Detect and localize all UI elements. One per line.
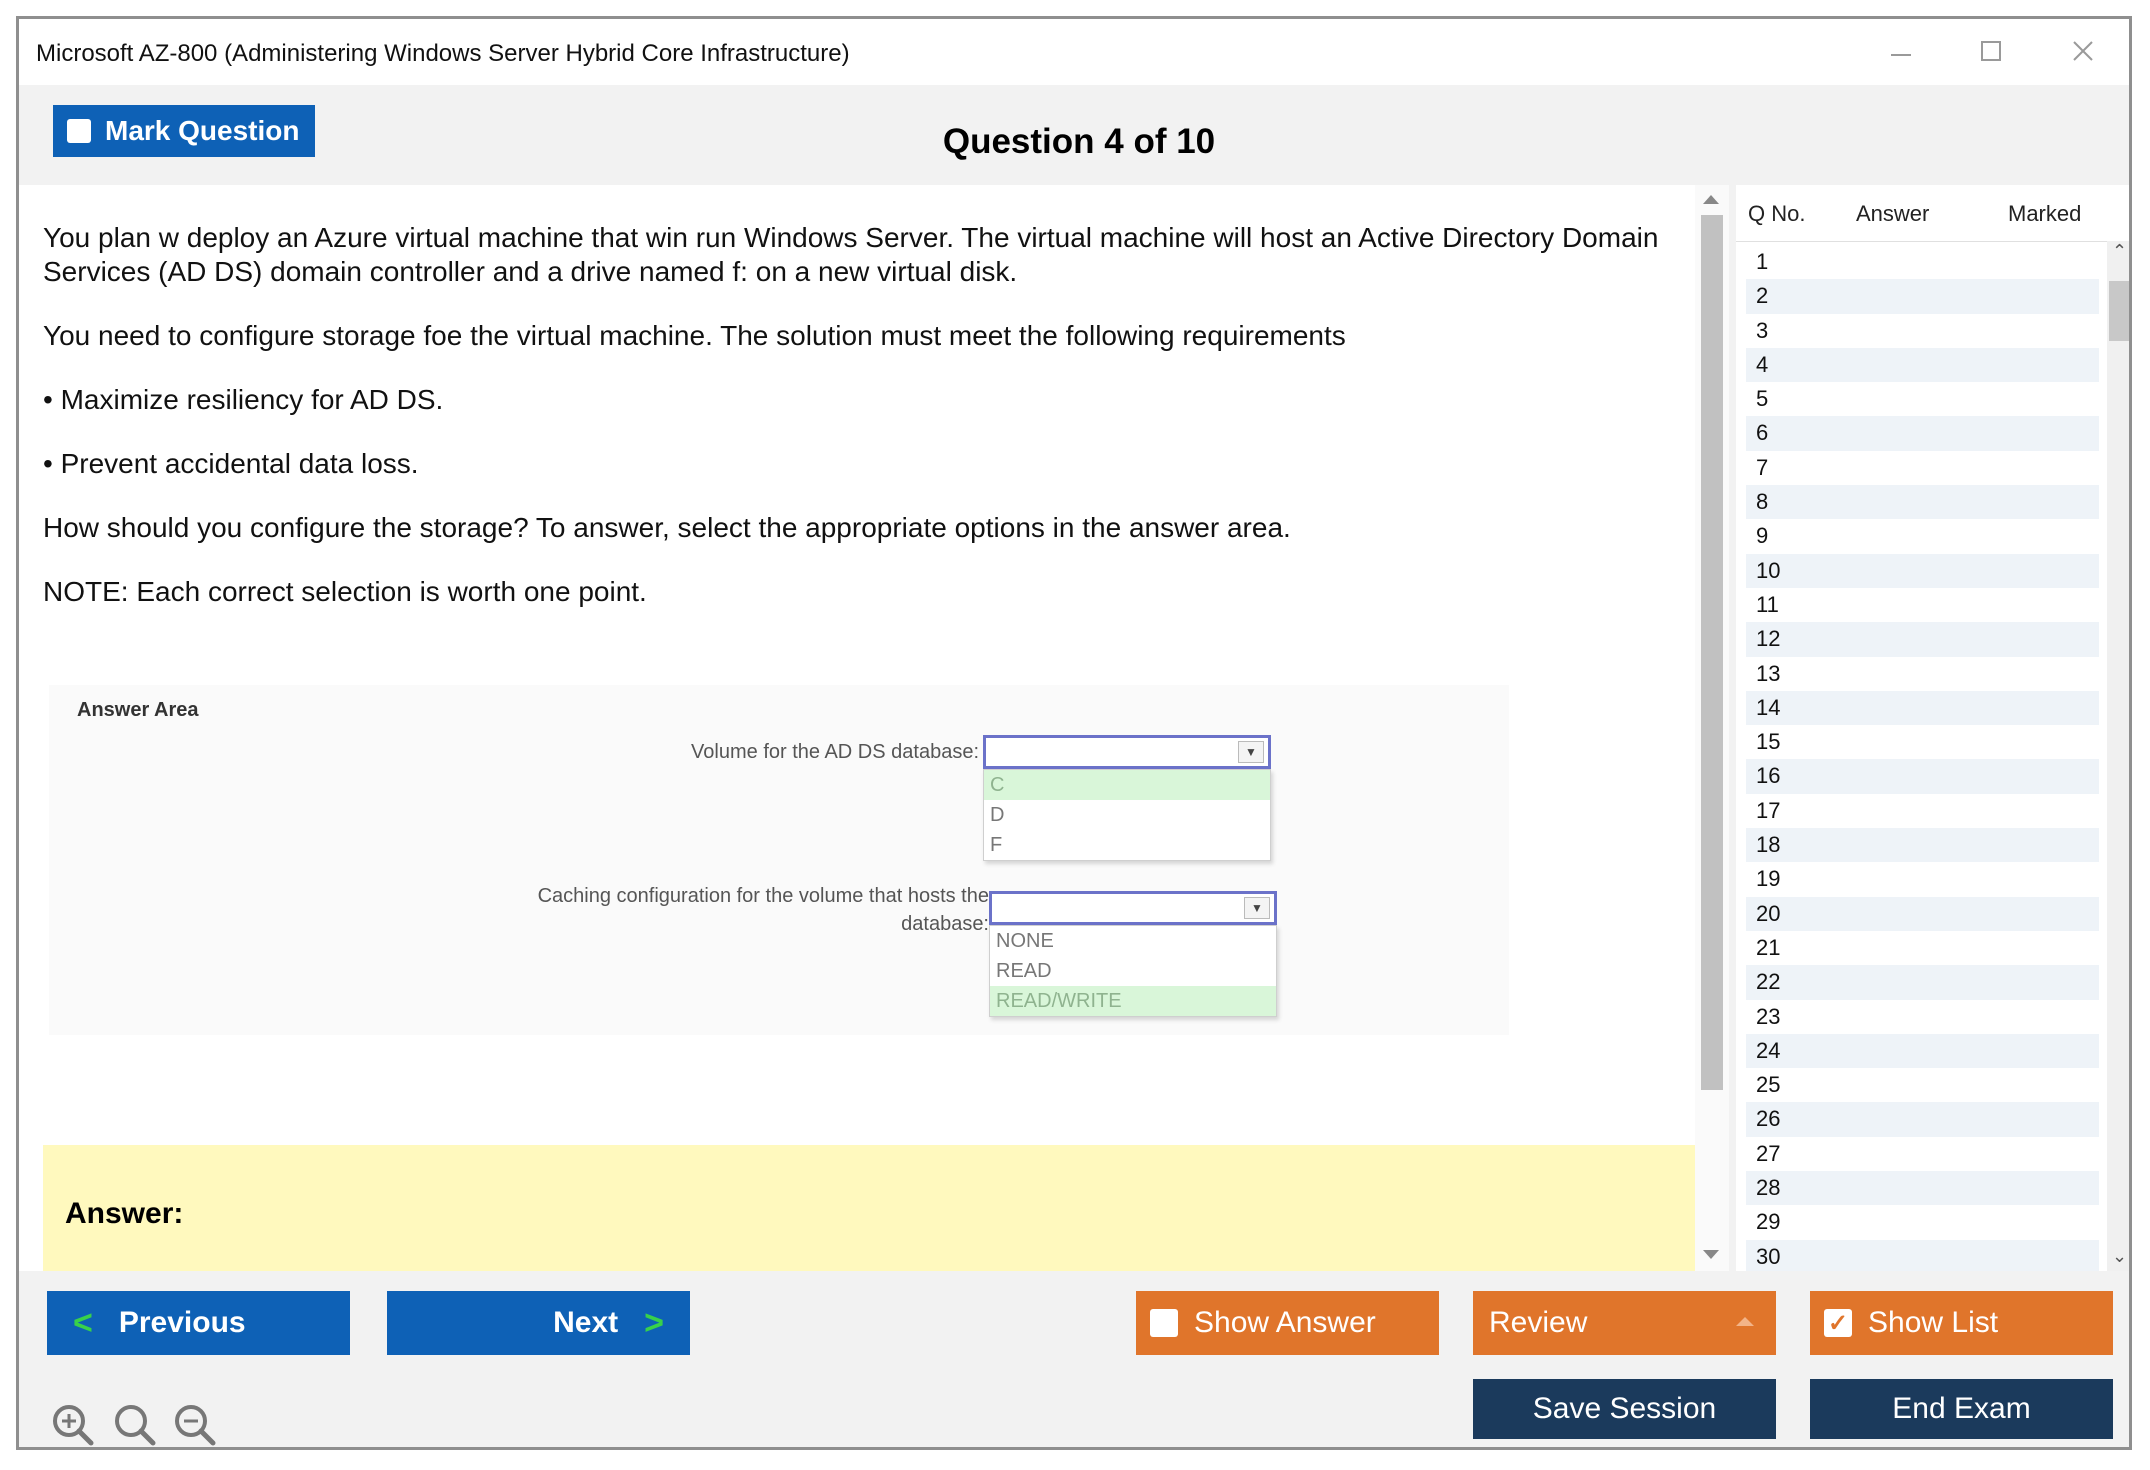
volume-dropdown[interactable]	[983, 735, 1271, 769]
scroll-thumb[interactable]	[1701, 215, 1723, 1090]
scroll-up-icon[interactable]	[1703, 195, 1719, 204]
question-list-rows	[1746, 245, 2099, 1271]
volume-label: Volume for the AD DS database:	[691, 741, 979, 763]
question-list-row[interactable]: 12	[1746, 622, 2099, 656]
checked-checkbox-icon: ✓	[1824, 1309, 1852, 1337]
caching-option-read-write[interactable]: READ/WRITE	[990, 986, 1276, 1016]
zoom-out-icon[interactable]	[171, 1401, 219, 1449]
chevron-up-icon[interactable]: ⌃	[2111, 241, 2128, 261]
review-button[interactable]	[1473, 1291, 1776, 1355]
end-exam-button[interactable]	[1810, 1379, 2113, 1439]
question-list-row[interactable]: 14	[1746, 691, 2099, 725]
question-list-row[interactable]: 23	[1756, 1003, 1781, 1029]
answer-area-image	[49, 685, 1509, 1035]
question-list-header	[1736, 185, 2132, 242]
question-counter: Question 4 of 10	[942, 122, 1216, 161]
column-header-marked: Marked	[2008, 201, 2082, 226]
end-exam-label: End Exam	[1892, 1392, 2031, 1425]
caching-label-line2: database:	[901, 913, 989, 935]
chevron-right-icon: >	[644, 1303, 664, 1342]
column-header-answer: Answer	[1856, 201, 1930, 226]
question-list-row[interactable]: 15	[1756, 729, 1781, 755]
note-paragraph: NOTE: Each correct selection is worth one point.	[43, 576, 647, 607]
question-list-row[interactable]: 17	[1756, 797, 1781, 823]
previous-button[interactable]	[47, 1291, 350, 1355]
volume-option-f[interactable]: F	[990, 834, 1003, 856]
question-scrollbar[interactable]	[1695, 185, 1729, 1271]
next-button[interactable]	[387, 1291, 690, 1355]
volume-option-d[interactable]: D	[990, 804, 1005, 826]
mark-question-label: Mark Question	[105, 115, 300, 146]
previous-label: Previous	[118, 1306, 246, 1339]
question-list-row[interactable]: 29	[1756, 1209, 1781, 1235]
save-session-label: Save Session	[1532, 1392, 1717, 1425]
caching-dropdown[interactable]	[989, 891, 1277, 925]
volume-options-list	[983, 769, 1271, 861]
save-session-button[interactable]	[1473, 1379, 1776, 1439]
question-toolbar	[19, 85, 2129, 185]
review-label: Review	[1489, 1306, 1588, 1339]
question-list-row[interactable]: 19	[1756, 866, 1781, 892]
question-list-scrollbar[interactable]	[2107, 241, 2132, 1271]
question-list-row[interactable]: 20	[1746, 897, 2099, 931]
chevron-down-icon: ▼	[1238, 741, 1264, 763]
question-list-panel	[1736, 185, 2132, 1271]
question-list-row[interactable]: 22	[1746, 965, 2099, 999]
question-list-row[interactable]: 1	[1756, 249, 1769, 274]
maximize-icon[interactable]	[1967, 33, 2015, 73]
show-list-button[interactable]	[1810, 1291, 2113, 1355]
next-label: Next	[553, 1306, 619, 1339]
bottom-toolbar	[19, 1271, 2129, 1450]
show-answer-label: Show Answer	[1194, 1306, 1376, 1339]
caching-option-read[interactable]: READ	[996, 960, 1052, 982]
show-list-label: Show List	[1868, 1306, 1999, 1339]
show-answer-button[interactable]	[1136, 1291, 1439, 1355]
question-list-row[interactable]: 13	[1756, 660, 1781, 686]
question-panel	[19, 185, 1695, 1271]
question-list-row[interactable]: 5	[1756, 386, 1769, 412]
question-list-row[interactable]: 6	[1746, 416, 2099, 450]
answer-area-title: Answer Area	[77, 699, 199, 721]
question-list-row[interactable]: 11	[1756, 591, 1779, 617]
requirement-item: • Maximize resiliency for AD DS.	[43, 384, 444, 415]
zoom-reset-icon[interactable]	[111, 1401, 159, 1449]
app-window	[16, 16, 2132, 1450]
question-list-row[interactable]: 9	[1756, 523, 1769, 549]
question-list-row[interactable]: 8	[1746, 485, 2099, 519]
question-list-row[interactable]: 3	[1756, 317, 1769, 343]
question-list-row[interactable]: 16	[1746, 759, 2099, 793]
chevron-down-icon: ▼	[1244, 897, 1270, 919]
question-list-row[interactable]: 21	[1756, 934, 1781, 960]
title-bar	[19, 19, 2129, 85]
question-list-row[interactable]: 10	[1746, 554, 2099, 588]
minimize-icon[interactable]	[1877, 33, 1925, 73]
question-list-row[interactable]: 24	[1746, 1034, 2099, 1068]
question-paragraph: You need to configure storage foe the virtual machine. The solution must meet the following requirements	[43, 320, 1346, 351]
question-list-row[interactable]: 27	[1756, 1140, 1781, 1166]
scroll-down-icon[interactable]	[1703, 1250, 1719, 1259]
question-list-row[interactable]: 2	[1746, 279, 2099, 313]
question-paragraph: You plan w deploy an Azure virtual machine that win run Windows Server. The virtual machine will host an Active Directory Domain Services (AD DS) domain controller and a drive named f: on a new virtual disk.	[43, 222, 1659, 287]
checkbox-icon	[1150, 1309, 1178, 1337]
mark-question-button[interactable]	[53, 105, 315, 157]
caching-options-list	[989, 925, 1277, 1017]
question-list-row[interactable]: 30	[1746, 1240, 2099, 1271]
zoom-in-icon[interactable]	[49, 1401, 97, 1449]
question-list-row[interactable]: 28	[1746, 1171, 2099, 1205]
window-title: Microsoft AZ-800 (Administering Windows Server Hybrid Core Infrastructure)	[36, 40, 850, 67]
caching-label-line1: Caching configuration for the volume that hosts the	[537, 885, 989, 907]
question-list-row[interactable]: 18	[1746, 828, 2099, 862]
answer-label: Answer:	[65, 1197, 184, 1230]
answer-bar	[43, 1145, 1695, 1271]
volume-option-c[interactable]: C	[984, 770, 1270, 800]
caret-up-icon	[1736, 1317, 1754, 1326]
question-list-row[interactable]: 26	[1746, 1102, 2099, 1136]
question-list-row[interactable]: 4	[1746, 348, 2099, 382]
scroll-thumb[interactable]	[2109, 281, 2130, 341]
question-list-row[interactable]: 25	[1756, 1072, 1781, 1098]
chevron-down-icon[interactable]: ⌄	[2111, 1246, 2128, 1266]
chevron-left-icon: <	[73, 1303, 93, 1342]
column-header-qno: Q No.	[1748, 201, 1806, 226]
checkbox-icon	[67, 119, 91, 143]
question-paragraph: How should you configure the storage? To answer, select the appropriate options in the answer area.	[43, 512, 1291, 543]
close-icon[interactable]	[2059, 33, 2107, 73]
question-list-row[interactable]: 7	[1756, 454, 1769, 480]
caching-option-none[interactable]: NONE	[996, 930, 1054, 952]
requirement-item: • Prevent accidental data loss.	[43, 448, 419, 479]
